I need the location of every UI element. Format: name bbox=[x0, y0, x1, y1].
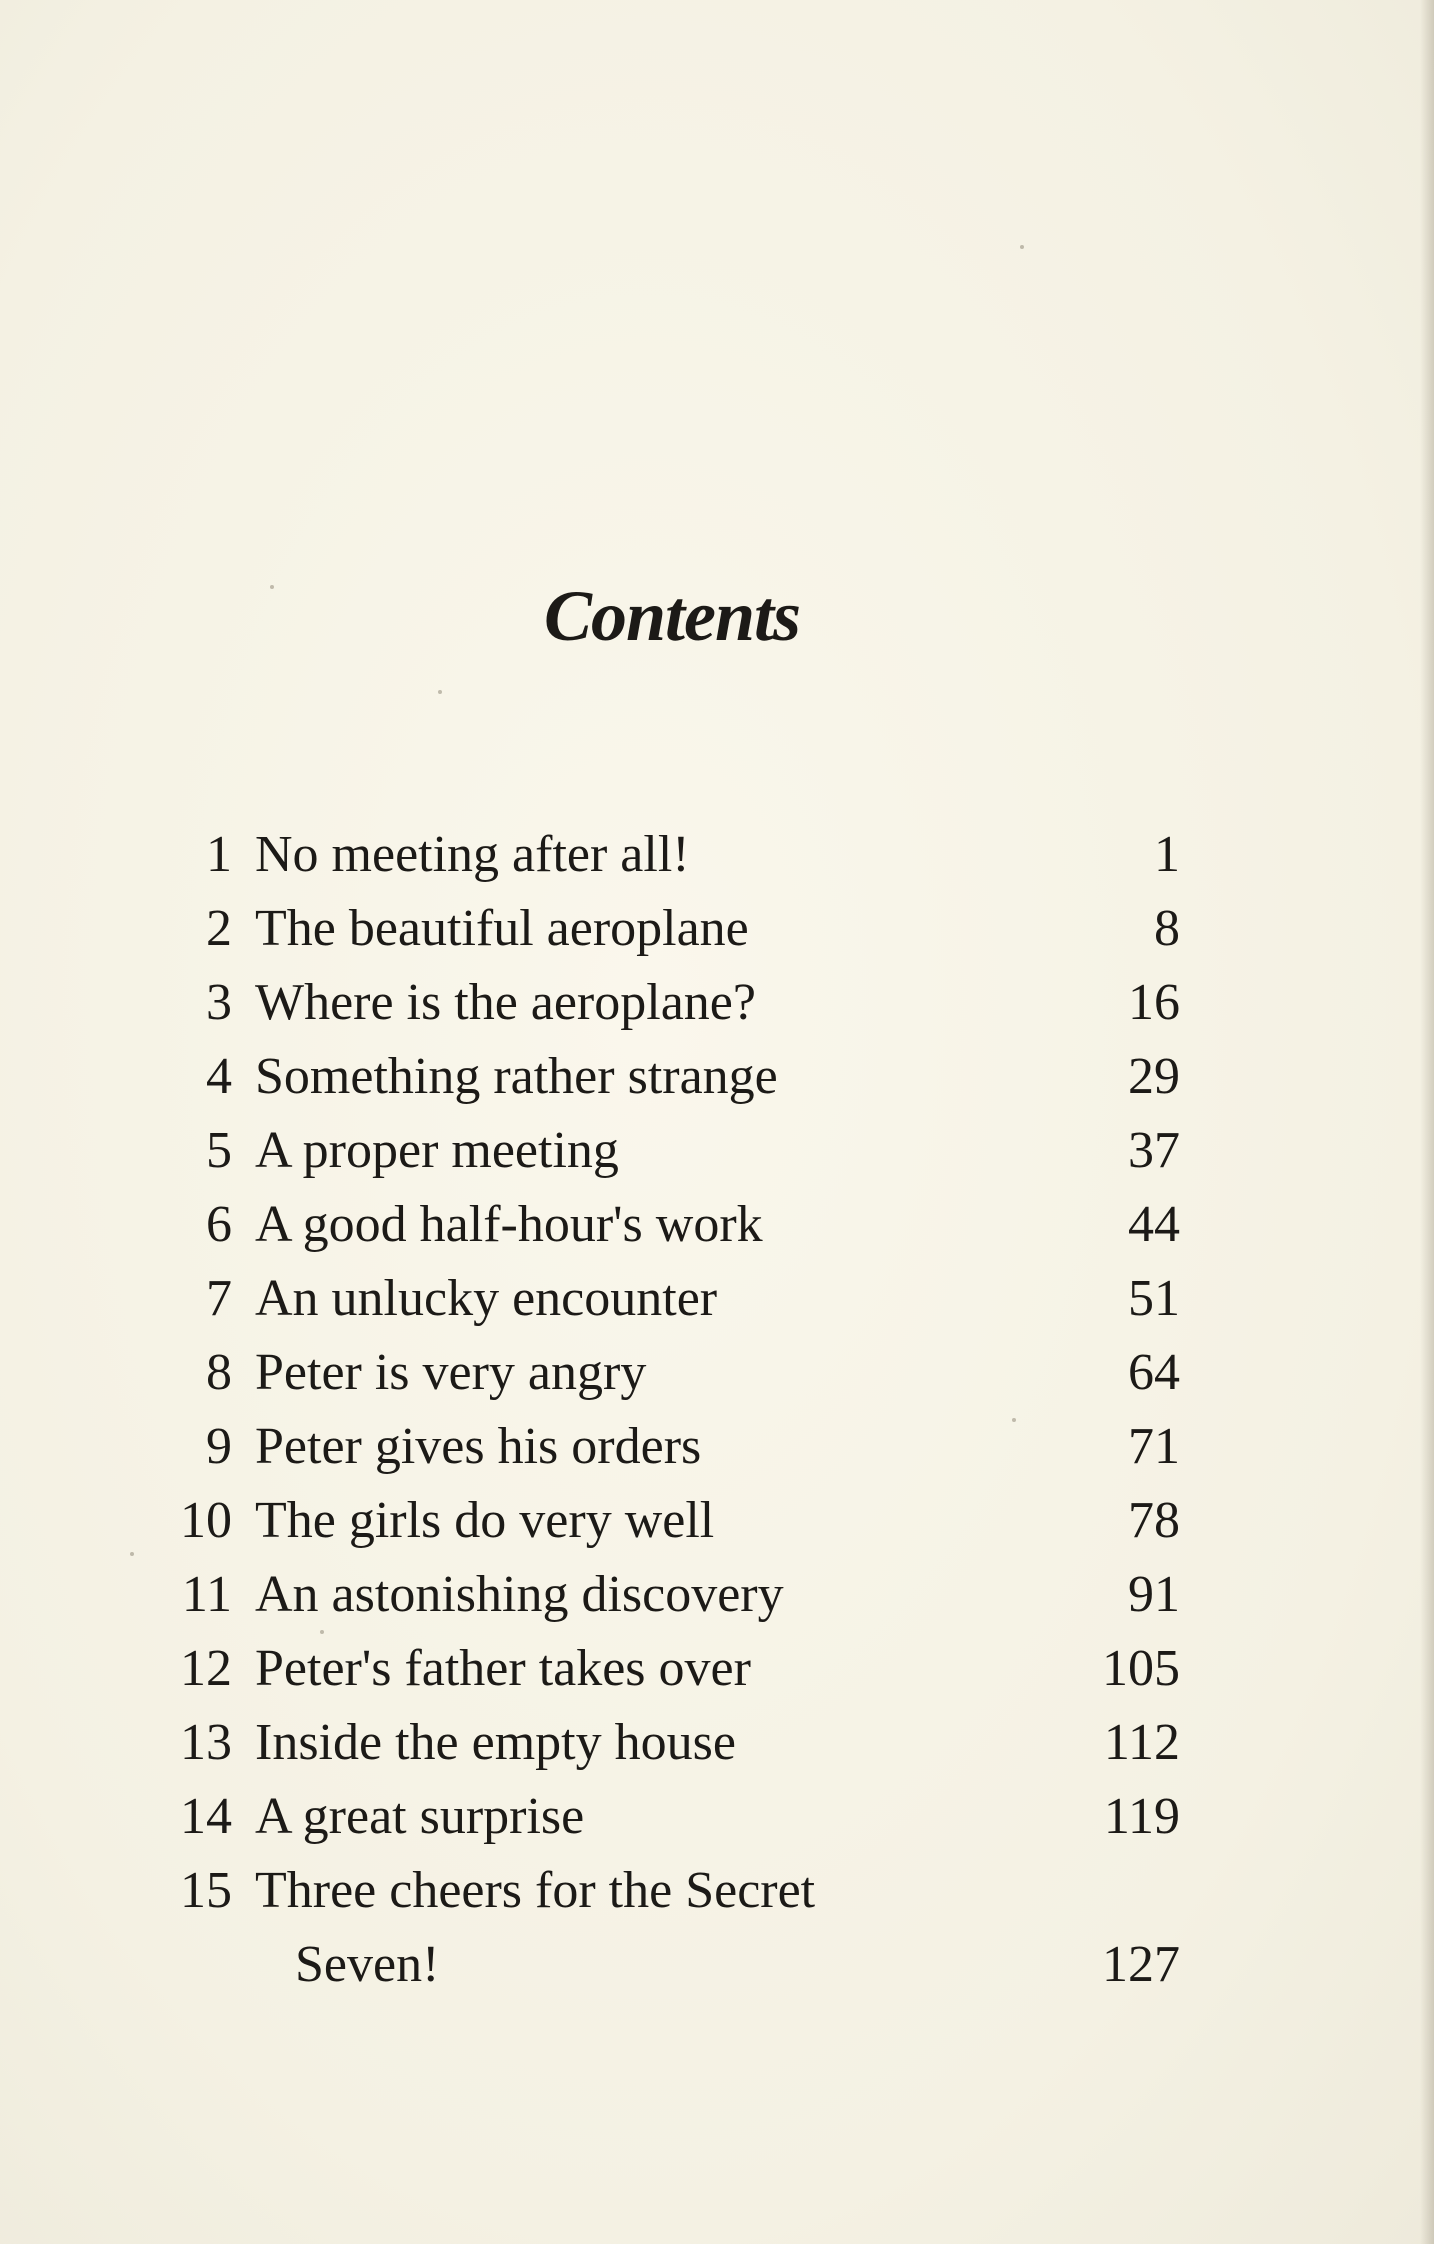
chapter-title: A great surprise bbox=[255, 1788, 585, 1845]
toc-entry bbox=[150, 1114, 1180, 1188]
chapter-number: 1 bbox=[206, 826, 232, 883]
toc-entry bbox=[150, 1780, 1180, 1854]
page-number: 64 bbox=[1128, 1344, 1180, 1401]
page-number: 119 bbox=[1103, 1788, 1180, 1845]
chapter-number: 2 bbox=[206, 900, 232, 957]
page-number: 8 bbox=[1154, 900, 1180, 957]
page-title: Contents bbox=[543, 576, 801, 656]
toc-entry bbox=[150, 1410, 1180, 1484]
chapter-number: 11 bbox=[181, 1566, 232, 1623]
chapter-number: 9 bbox=[206, 1418, 232, 1475]
chapter-number: 14 bbox=[180, 1788, 232, 1845]
chapter-number: 8 bbox=[206, 1344, 232, 1401]
chapter-title: The girls do very well bbox=[255, 1492, 715, 1549]
chapter-title-line: Three cheers for the Secret bbox=[255, 1862, 816, 1919]
chapter-number: 6 bbox=[206, 1196, 232, 1253]
chapter-title: No meeting after all! bbox=[255, 826, 690, 883]
chapter-title bbox=[255, 1854, 1035, 2002]
toc-entry bbox=[150, 1040, 1180, 1114]
toc-entry bbox=[150, 1632, 1180, 1706]
toc-entry bbox=[150, 1262, 1180, 1336]
page-number: 1 bbox=[1154, 826, 1180, 883]
paper-speck bbox=[1020, 245, 1024, 249]
chapter-title: An unlucky encounter bbox=[255, 1270, 718, 1327]
chapter-title: A good half-hour's work bbox=[255, 1196, 763, 1253]
page-number: 127 bbox=[1102, 1936, 1180, 1993]
toc-entry bbox=[150, 1558, 1180, 1632]
paper-speck bbox=[438, 690, 442, 694]
chapter-number: 13 bbox=[180, 1714, 232, 1771]
chapter-number: 5 bbox=[206, 1122, 232, 1179]
page-number: 51 bbox=[1128, 1270, 1180, 1327]
page-number: 91 bbox=[1128, 1566, 1180, 1623]
chapter-title: The beautiful aeroplane bbox=[255, 900, 749, 957]
chapter-title: Something rather strange bbox=[255, 1048, 778, 1105]
paper-speck bbox=[130, 1552, 134, 1556]
toc-entry bbox=[150, 966, 1180, 1040]
chapter-title: A proper meeting bbox=[255, 1122, 619, 1179]
chapter-title-continuation: Seven! bbox=[295, 1936, 440, 1993]
chapter-title: Peter gives his orders bbox=[255, 1418, 702, 1475]
toc-entry bbox=[150, 1188, 1180, 1262]
toc-entry bbox=[150, 892, 1180, 966]
page-number: 78 bbox=[1128, 1492, 1180, 1549]
chapter-number: 10 bbox=[180, 1492, 232, 1549]
chapter-number: 12 bbox=[180, 1640, 232, 1697]
chapter-title: Where is the aeroplane? bbox=[255, 974, 756, 1031]
page-number: 29 bbox=[1128, 1048, 1180, 1105]
chapter-title: An astonishing discovery bbox=[255, 1566, 784, 1623]
chapter-number: 7 bbox=[206, 1270, 232, 1327]
toc-entry bbox=[150, 1706, 1180, 1780]
page-number: 44 bbox=[1128, 1196, 1180, 1253]
toc-entry bbox=[150, 1336, 1180, 1410]
toc-entry bbox=[150, 818, 1180, 892]
page-number: 71 bbox=[1128, 1418, 1180, 1475]
chapter-title: Peter is very angry bbox=[255, 1344, 647, 1401]
chapter-number: 3 bbox=[206, 974, 232, 1031]
chapter-title: Inside the empty house bbox=[255, 1714, 736, 1771]
page-edge-shadow bbox=[1420, 0, 1434, 2244]
chapter-number: 4 bbox=[206, 1048, 232, 1105]
table-of-contents bbox=[150, 818, 1180, 2002]
toc-entry bbox=[150, 1484, 1180, 1558]
chapter-title: Peter's father takes over bbox=[255, 1640, 751, 1697]
chapter-number: 15 bbox=[180, 1862, 232, 1919]
page-number: 37 bbox=[1128, 1122, 1180, 1179]
page-number: 112 bbox=[1103, 1714, 1180, 1771]
toc-entry bbox=[150, 1854, 1180, 2002]
page-number: 105 bbox=[1102, 1640, 1180, 1697]
page-number: 16 bbox=[1128, 974, 1180, 1031]
